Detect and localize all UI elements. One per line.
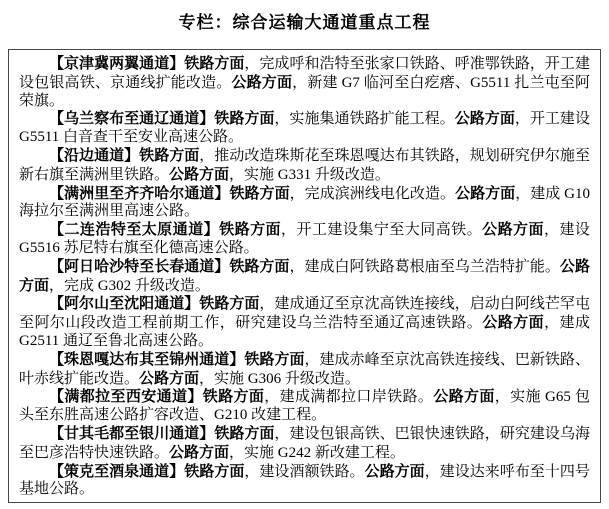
- road-label: 公路方面: [169, 165, 230, 183]
- rail-text: ，建成赤峰至京沈高铁连接线、巴新铁路、叶赤线扩能改造。: [19, 351, 590, 387]
- corridor-paragraph: [19, 425, 590, 463]
- corridor-name: 【京津冀两翼通道】: [49, 55, 185, 72]
- rail-text: ，完成滨洲线电化改造。: [289, 185, 456, 202]
- rail-label: 铁路方面: [229, 184, 290, 202]
- road-label: 公路方面: [169, 443, 230, 461]
- corridor-name: 【沿边通道】: [49, 146, 140, 164]
- road-text: ，建设 G5516 苏尼特右旗至化德高速公路。: [19, 222, 590, 256]
- road-text: ，实施 G306 升级改造。: [199, 370, 360, 387]
- corridor-paragraph: [19, 351, 590, 389]
- corridor-name: 【满洲里至齐齐哈尔通道】: [49, 184, 230, 202]
- road-label: 公路方面: [454, 110, 515, 128]
- road-label: 公路方面: [231, 73, 293, 91]
- corridor-name: 【阿尔山至沈阳通道】: [49, 295, 200, 313]
- rail-label: 铁路方面: [139, 146, 200, 164]
- rail-label: 铁路方面: [184, 462, 245, 480]
- road-label: 公路方面: [482, 314, 545, 332]
- corridor-paragraph: [19, 147, 590, 185]
- road-text: ，新建 G7 临河至白疙瘩、G5511 扎兰屯至阿荣旗。: [19, 74, 590, 109]
- corridor-box: [8, 49, 601, 503]
- corridor-paragraph: [19, 258, 590, 296]
- corridor-paragraph: [19, 388, 590, 425]
- rail-label: 铁路方面: [202, 388, 265, 406]
- road-text: ，建成 G2511 通辽至鲁北高速公路。: [19, 315, 590, 349]
- corridor-name: 【满都拉至西安通道】: [49, 388, 203, 406]
- road-label: 公路方面: [433, 388, 495, 406]
- rail-label: 铁路方面: [214, 110, 275, 128]
- road-label: 公路方面: [19, 257, 590, 294]
- road-text: ，实施 G242 新改建工程。: [229, 444, 405, 461]
- rail-text: ，建成白阿铁路葛根庙至乌兰浩特扩能。: [289, 258, 560, 275]
- rail-label: 铁路方面: [244, 350, 305, 368]
- rail-text: ，推动改造珠斯花至珠恩嘎达布其铁路，规划研究伊尔施至新右旗至满洲里铁路。: [19, 147, 590, 183]
- rail-label: 铁路方面: [184, 55, 245, 72]
- rail-text: ，实施集通铁路扩能工程。: [274, 111, 455, 128]
- rail-label: 铁路方面: [219, 221, 282, 239]
- corridor-paragraph: [19, 185, 590, 222]
- corridor-paragraph: [19, 221, 590, 258]
- corridor-name: 【阿日哈沙特至长春通道】: [49, 257, 230, 275]
- rail-text: ，建设包银高铁、巴银快速铁路，研究建设乌海至巴彦浩特快速铁路。: [19, 425, 590, 461]
- road-label: 公路方面: [455, 184, 516, 202]
- corridor-paragraph: [19, 295, 590, 350]
- road-text: ，建设达来呼布至十四号基地公路。: [19, 463, 590, 498]
- road-label: 公路方面: [364, 462, 425, 480]
- corridor-list: [19, 55, 590, 499]
- road-label: 公路方面: [482, 221, 544, 239]
- corridor-name: 【乌兰察布至通辽通道】: [49, 110, 215, 128]
- road-text: ，建成 G10 海拉尔至满洲里高速公路。: [19, 185, 590, 220]
- corridor-name: 【甘其毛都至银川通道】: [49, 424, 215, 442]
- road-text: ，实施 G65 包头至东胜高速公路扩容改造、G210 改建工程。: [19, 389, 590, 424]
- rail-label: 铁路方面: [214, 424, 275, 442]
- rail-text: ，完成呼和浩特至张家口铁路、呼准鄂铁路，开工建设包银高铁、京通线扩能改造。: [19, 56, 590, 91]
- rail-text: ，开工建设集宁至大同高铁。: [281, 222, 483, 239]
- corridor-paragraph: [19, 55, 590, 110]
- corridor-name: 【策克至酒泉通道】: [49, 462, 185, 480]
- corridor-paragraph: [19, 463, 590, 500]
- corridor-paragraph: [19, 110, 590, 147]
- rail-label: 铁路方面: [199, 295, 260, 313]
- road-text: ，实施 G331 升级改造。: [229, 166, 390, 183]
- road-text: ，开工建设 G5511 白音查干至安业高速公路。: [19, 111, 590, 146]
- rail-text: ，建成满都拉口岸铁路。: [264, 389, 434, 406]
- road-label: 公路方面: [139, 369, 200, 387]
- road-text: ，完成 G302 升级改造。: [49, 277, 210, 294]
- rail-text: ，建成通辽至京沈高铁连接线，启动白阿线芒罕屯至阿尔山段改造工程前期工作，研究建设乌兰浩特至通辽高速铁路。: [19, 296, 590, 332]
- corridor-name: 【珠恩嘎达布其至锦州通道】: [49, 350, 245, 368]
- rail-text: ，建设酒额铁路。: [244, 463, 365, 480]
- rail-label: 铁路方面: [229, 257, 290, 275]
- page-title: 专栏：综合运输大通道重点工程: [178, 13, 431, 32]
- corridor-name: 【二连浩特至太原通道】: [49, 221, 220, 239]
